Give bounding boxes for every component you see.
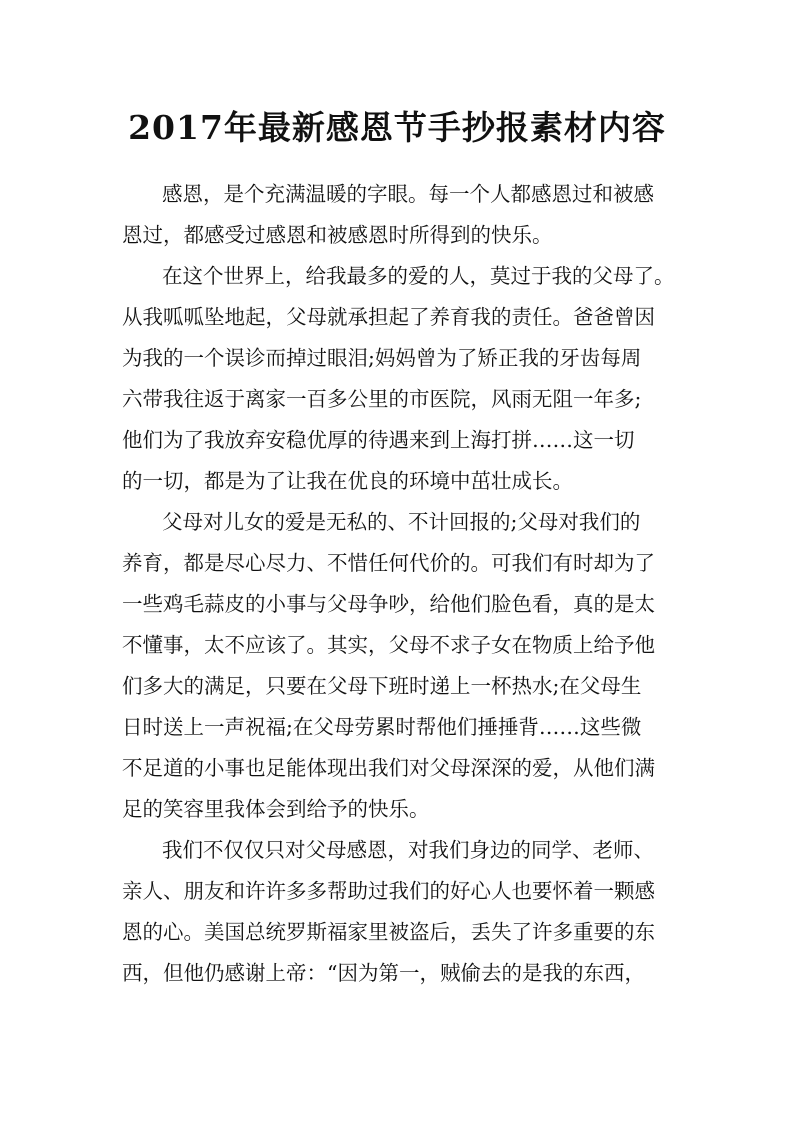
paragraph-line: 恩的心。美国总统罗斯福家里被盗后，丢失了许多重要的东 [122, 920, 655, 944]
paragraph-line: 从我呱呱坠地起，父母就承担起了养育我的责任。爸爸曾因 [122, 305, 655, 329]
paragraph-line: 我们不仅仅只对父母感恩，对我们身边的同学、老师、 [162, 838, 654, 862]
paragraph-line: 为我的一个误诊而掉过眼泪;妈妈曾为了矫正我的牙齿每周 [122, 346, 642, 370]
paragraph-line: 恩过，都感受过感恩和被感恩时所得到的快乐。 [122, 223, 553, 247]
paragraph-line: 六带我往返于离家一百多公里的市医院，风雨无阻一年多; [122, 387, 642, 411]
paragraph-line: 亲人、朋友和许许多多帮助过我们的好心人也要怀着一颗感 [122, 879, 655, 903]
paragraph-line: 感恩，是个充满温暖的字眼。每一个人都感恩过和被感 [162, 182, 654, 206]
paragraph-line: 在这个世界上，给我最多的爱的人，莫过于我的父母了。 [162, 264, 675, 288]
paragraph-line: 的一切，都是为了让我在优良的环境中茁壮成长。 [122, 469, 573, 493]
paragraph-line: 父母对儿女的爱是无私的、不计回报的;父母对我们的 [162, 510, 641, 534]
paragraph-line: 一些鸡毛蒜皮的小事与父母争吵，给他们脸色看，真的是太 [122, 592, 655, 616]
paragraph-line: 足的笑容里我体会到给予的快乐。 [122, 797, 430, 821]
paragraph-line: 西，但他仍感谢上帝：“因为第一，贼偷去的是我的东西， [122, 961, 645, 985]
document-title: 2017年最新感恩节手抄报素材内容 [128, 108, 666, 147]
paragraph-line: 们多大的满足，只要在父母下班时递上一杯热水;在父母生 [122, 674, 642, 698]
paragraph-line: 他们为了我放弃安稳优厚的待遇来到上海打拼……这一切 [122, 428, 635, 452]
paragraph-line: 养育，都是尽心尽力、不惜任何代价的。可我们有时却为了 [122, 551, 655, 575]
paragraph-line: 不懂事，太不应该了。其实，父母不求子女在物质上给予他 [122, 633, 655, 657]
paragraph-line: 日时送上一声祝福;在父母劳累时帮他们捶捶背……这些微 [122, 715, 642, 739]
paragraph-line: 不足道的小事也足能体现出我们对父母深深的爱，从他们满 [122, 756, 655, 780]
